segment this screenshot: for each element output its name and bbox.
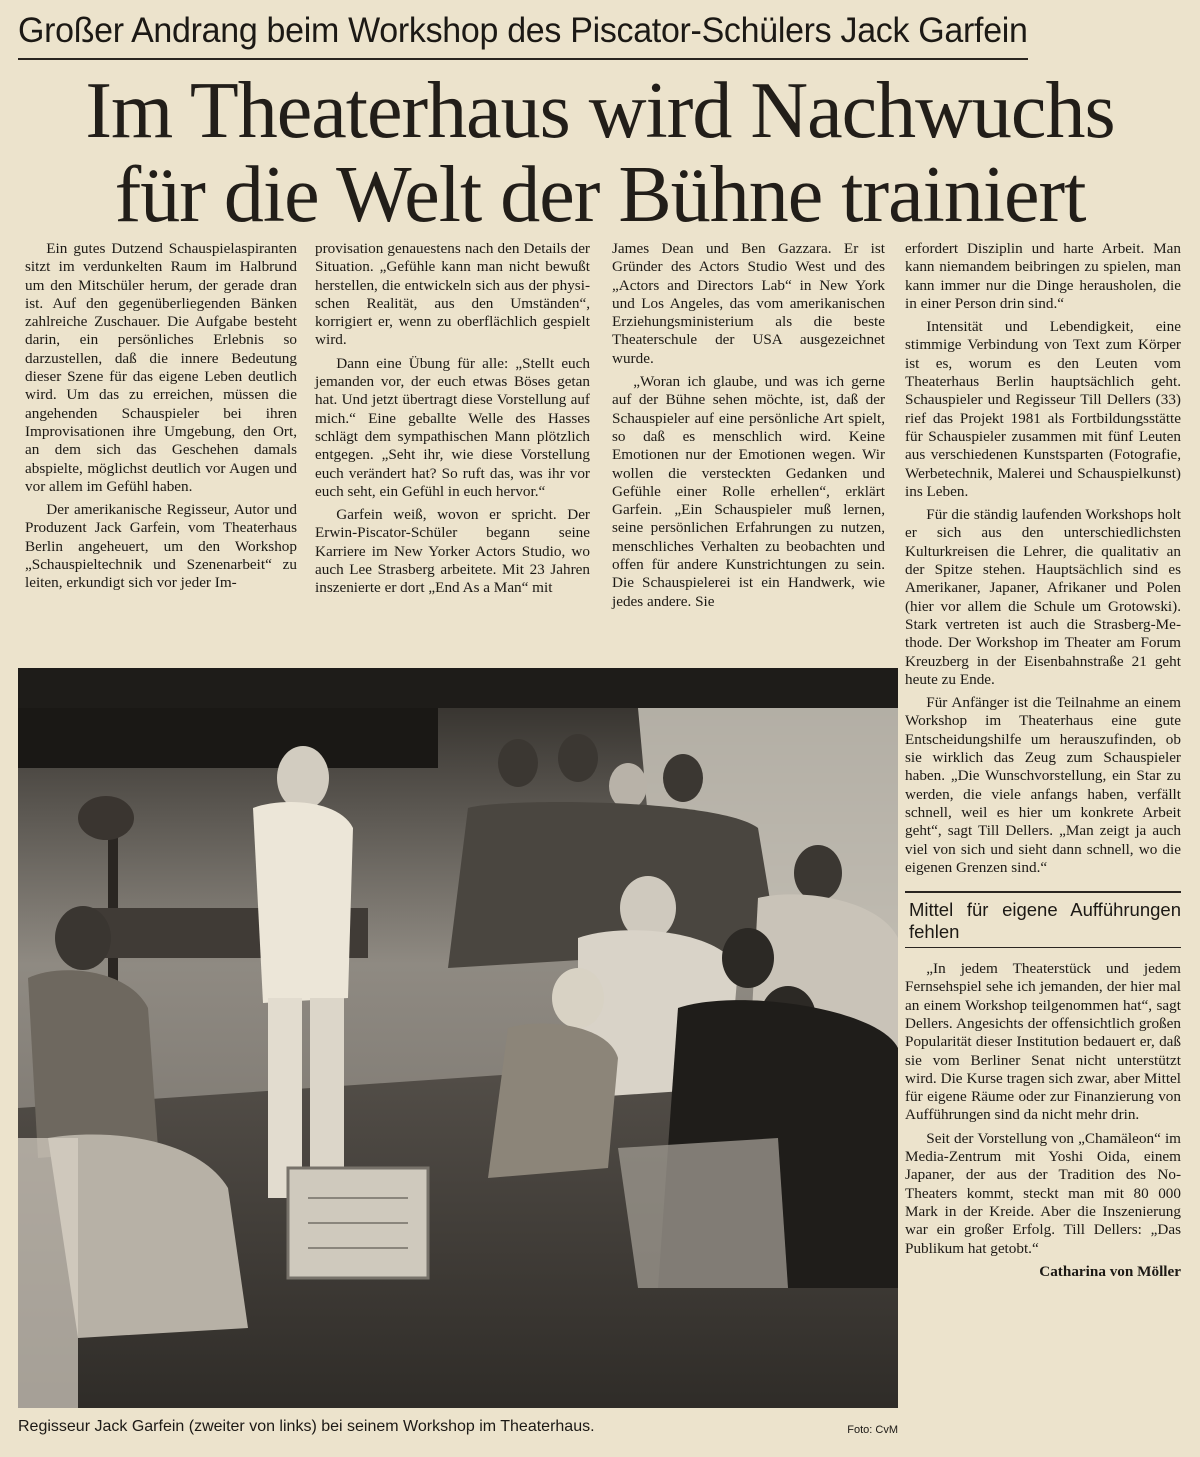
caption-text: Regisseur Jack Garfein (zweiter von links) bei seinem Workshop im Theaterhaus. bbox=[18, 1418, 595, 1435]
paragraph: Intensität und Lebendigkeit, eine stimmige Verbindung von Text zum Körper ist es, worum es den Leuten vom Theaterhaus Berlin hauptsächlich geht. Schauspieler und Regisseur Till Dellers (33) rief das Projekt 1981 als Fortbildungsstätte für Schauspieler zusammen mit fünf Leuten aus verschiedenen Kunstsparten (Fotografie, Werbetechnik, Malerei und Schauspielkunst) ins Leben. bbox=[905, 318, 1181, 500]
paragraph: Ein gutes Dutzend Schauspielaspiranten sitzt im verdunkelten Raum im Halbrund um den Mitschüler herum, der gerade dran ist. Auf den gegenüberliegenden Bänken zahlreiche Zuschauer. Die Aufgabe besteht darin, ein persönliches Erlebnis so darzustellen, daß die innere Bedeutung dieser Szene für das eigene Leben deutlich wird. Um das zu erreichen, müssen die angehenden Schauspieler bei ihren Improvisationen ihre Umgebung, den Ort, an dem sich das Geschehen damals abspielte, möglichst deutlich vor Augen und vor allem im Gefühl haben. bbox=[25, 240, 297, 495]
subheading: Mittel für eigene Aufführungen fehlen bbox=[905, 891, 1181, 948]
headline-line-2: für die Welt der Bühne trainiert bbox=[114, 151, 1086, 239]
article-column-2 bbox=[315, 240, 590, 598]
photo-caption bbox=[18, 1414, 898, 1440]
paragraph: Für Anfänger ist die Teilnahme an einem Workshop im Theaterhaus eine gute Entscheidungshilfe um herauszufinden, ob sie wirklich das Zeug zum Schauspieler haben. „Die Wunschvorstellung, ein Star zu werden, die viele anfangs haben, verfällt schnell, weil es hier um konkrete Arbeit geht“, sagt Till Dellers. „Man zeigt ja auch viel von sich und sieht dann schnell, wo die eigenen Grenzen sind.“ bbox=[905, 694, 1181, 876]
curtain bbox=[18, 708, 438, 768]
paragraph: Der amerikanische Regisseur, Autor und Produzent Jack Garfein, vom Theaterhaus Berlin angeheuert, um den Workshop „Schauspieltechnik und Szenenarbeit“ zu leiten, erkundigt sich vor jeder Im- bbox=[25, 501, 297, 592]
article-column-1 bbox=[25, 240, 297, 593]
paragraph: „Woran ich glaube, und was ich gerne auf der Bühne sehen möchte, ist, daß der Schauspieler auf eine persönliche Art spielt, so daß es menschlich wird. Keine Emotionen nur der Emotionen wegen. Wir wollen die versteckten Gedanken und Gefühle einer Rolle erhellen“, erklärt Garfein. „Ein Schauspieler muß lernen, seine persönlichen Erfahrungen zu nutzen, menschliches Verhalten zu beobachten und offen für andere Kunstrichtungen zu sein. Die Schauspielerei ist ein Handwerk, wie jedes andere. Sie bbox=[612, 373, 885, 610]
paragraph: „In jedem Theaterstück und jedem Fernsehspiel sehe ich jemanden, der hier mal an einem Workshop teilgenommen hat“, sagt Dellers. Angesichts der offensichtlich großen Popularität dieser Institution bedauert er, daß sie vom Berliner Senat nicht unterstützt wird. Die Kurse tragen sich zwar, aber Mittel für eigene Räume oder zur Finanzierung von Aufführungen sind da nicht mehr drin. bbox=[905, 960, 1181, 1124]
workshop-photo bbox=[18, 668, 898, 1408]
paragraph: Dann eine Übung für alle: „Stellt euch jemanden vor, der euch etwas Böses getan hat. Und jetzt übertragt diese Vorstellung auf mich.“ Eine geballte Welle des Hasses schlägt dem sympathischen Mann plötzlich entgegen. „Seht ihr, wie diese Vorstellung euch verändert hat? So ruft das, was ihr vor euch seht, ein Gefühl in euch hervor.“ bbox=[315, 354, 590, 500]
paragraph: Für die ständig laufenden Workshops holt er sich aus den unterschiedlichsten Kulturkreisen die Lehrer, die qualitativ an der Spitze stehen. Hauptsächlich sind es Amerikaner, Japaner, Afrikaner und Polen (hier vor allem die Schule um Grotowski). Stark vertreten ist auch die Strasberg-Methode. Der Workshop im Theater am Forum Kreuzberg in der Eisenbahnstraße 21 geht heute zu Ende. bbox=[905, 506, 1181, 688]
photo-credit: Foto: CvM bbox=[847, 1424, 898, 1436]
article-column-4 bbox=[905, 240, 1181, 1440]
paragraph: provisation genauestens nach den Details der Situation. „Gefühle kann man nicht bewußt herstellen, die entwickeln sich aus der physischen Realität, aus den Umständen“, korrigiert er, wenn zu oberflächlich gespielt wird. bbox=[315, 240, 590, 349]
lamp bbox=[78, 796, 134, 840]
kicker: Großer Andrang beim Workshop des Piscator-Schülers Jack Garfein bbox=[18, 8, 1028, 60]
paragraph: Seit der Vorstellung von „Chamäleon“ im Media-Zentrum mit Yoshi Oida, einem Japaner, der aus der Tradition des No-Theaters kommt, steckt man mit 80 000 Mark in der Kreide. Aber die Inszenierung war ein großer Erfolg. Till Dellers: „Das Publikum hat getobt.“ bbox=[905, 1129, 1181, 1257]
headline-line-1: Im Theaterhaus wird Nachwuchs bbox=[85, 67, 1115, 155]
paragraph: erfordert Disziplin und harte Arbeit. Man kann niemandem beibringen zu spielen, man kann immer nur die Dinge herausholen, die in einer Person drin sind.“ bbox=[905, 240, 1181, 312]
author-byline: Catharina von Möller bbox=[1039, 1262, 1181, 1280]
paragraph: James Dean und Ben Gazzara. Er ist Gründer des Actors Studio West und des „Actors and Directors Lab“ in New York und Los Angeles, das vom amerikanischen Erziehungsministerium als die beste Theaterschule der USA ausgezeichnet wurde. bbox=[612, 240, 885, 367]
workshop-photo-image bbox=[18, 668, 898, 1408]
article-column-3 bbox=[612, 240, 885, 611]
paragraph: Garfein weiß, wovon er spricht. Der Erwin-Piscator-Schüler begann seine Karriere im New Yorker Actors Studio, wo auch Lee Strasberg arbeitete. Mit 23 Jahren inszenierte er dort „End As a Man“ mit bbox=[315, 506, 590, 597]
